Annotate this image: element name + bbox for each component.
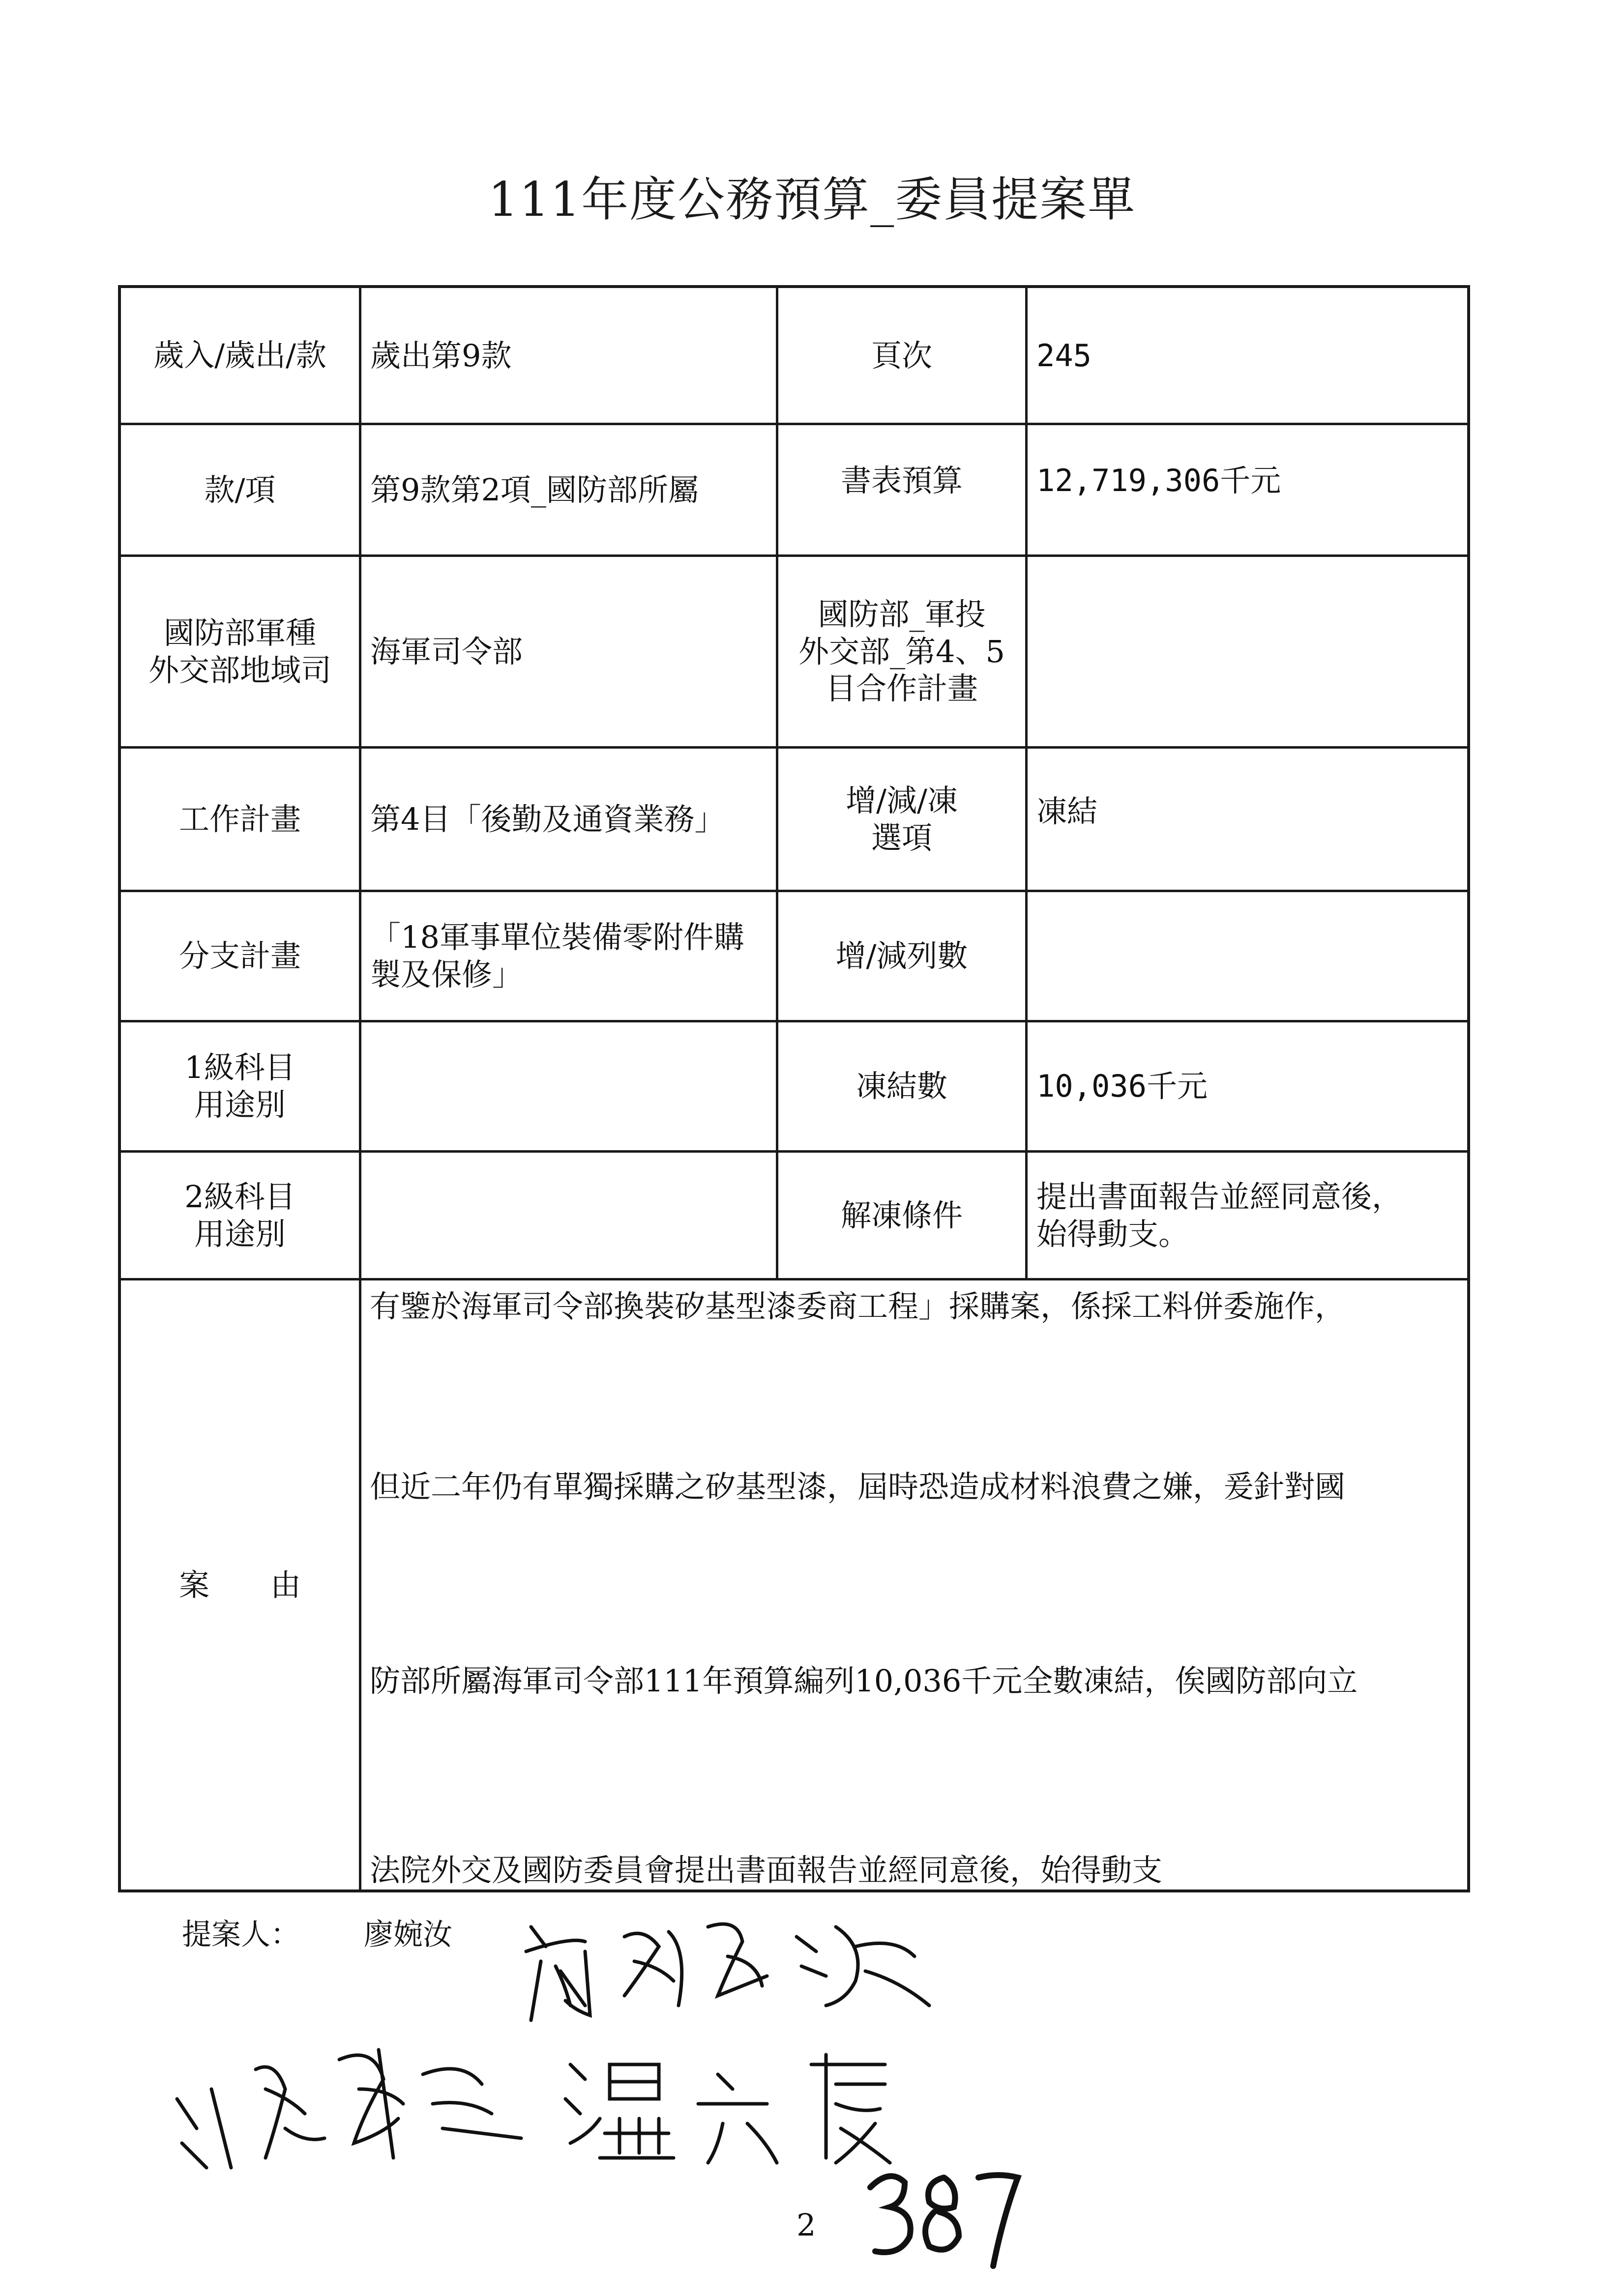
form-title: 111年度公務預算_委員提案單 (488, 172, 1136, 227)
label-option-line2: 選項 (871, 819, 932, 856)
signature-3 (561, 2045, 915, 2173)
value-frozen-amount: 10,036千元 (1036, 1068, 1208, 1104)
label-budget: 書表預算 (840, 463, 963, 498)
label-plan-line1: 國防部_軍投 (818, 596, 986, 633)
label-branch-plan: 分支計畫 (178, 938, 301, 974)
label-plan-line3: 目合作計畫 (825, 670, 978, 707)
value-budget: 12,719,306千元 (1036, 463, 1281, 498)
label-level2-line1: 2級科目 (184, 1178, 295, 1215)
label-level2-line2: 用途別 (194, 1216, 286, 1252)
value-change-amount (1028, 892, 1467, 1020)
value-income-expense: 歲出第9款 (370, 338, 512, 374)
reason-line-3: 防部所屬海軍司令部111年預算編列10,036千元全數凍結，俟國防部向立 (370, 1663, 1358, 1699)
proposer-name: 廖婉汝 (364, 1918, 452, 1952)
reason-line-1: 有鑒於海軍司令部換裝矽基型漆委商工程」採購案，係採工料併委施作， (370, 1288, 1346, 1324)
label-frozen-amount: 凍結數 (856, 1068, 947, 1104)
value-option: 凍結 (1036, 793, 1098, 829)
value-unfreeze-line1: 提出書面報告並經同意後， (1036, 1178, 1403, 1215)
value-level2-subject (361, 1153, 776, 1278)
label-work-plan: 工作計畫 (178, 801, 301, 837)
label-plan-line2: 外交部_第4、5 (798, 633, 1005, 669)
label-level2-subject (121, 1153, 359, 1278)
value-level1-subject (361, 1022, 776, 1150)
label-page: 頁次 (871, 338, 932, 374)
label-level1-subject (121, 1022, 359, 1150)
value-section-item: 第9款第2項_國防部所屬 (370, 471, 699, 508)
value-branch-plan-line2: 製及保修」 (370, 957, 523, 992)
label-unfreeze-condition: 解凍條件 (840, 1197, 963, 1233)
proposer-label: 提案人： (182, 1918, 300, 1952)
value-page: 245 (1036, 338, 1092, 374)
value-plan (1028, 557, 1467, 746)
label-level1-line1: 1級科目 (184, 1049, 295, 1086)
value-branch-plan (361, 892, 776, 1020)
reason-line-4: 法院外交及國防委員會提出書面報告並經同意後，始得動支 (370, 1852, 1163, 1888)
table-border-bottom (118, 1889, 1470, 1892)
value-branch-plan-line1: 「18軍事單位裝備零附件購 (370, 919, 744, 956)
reason-line-2: 但近二年仍有單獨採購之矽基型漆，屆時恐造成材料浪費之嫌，爰針對國 (370, 1469, 1346, 1505)
table-border-right (1467, 285, 1470, 1892)
label-agency (121, 557, 359, 746)
label-agency-line2: 外交部地域司 (148, 652, 331, 688)
label-reason: 案 由 (178, 1567, 301, 1603)
label-plan (778, 557, 1025, 746)
value-unfreeze-condition (1028, 1153, 1467, 1278)
signature-2 (167, 2030, 541, 2178)
label-agency-line1: 國防部軍種 (163, 614, 316, 651)
handwritten-number (860, 2158, 1028, 2271)
page-number: 2 (797, 2207, 816, 2243)
label-option (778, 749, 1025, 890)
value-agency: 海軍司令部 (370, 633, 523, 669)
signature-1 (511, 1907, 944, 2025)
label-option-line1: 增/減/凍 (846, 782, 958, 818)
label-level1-line2: 用途別 (194, 1087, 286, 1123)
value-unfreeze-line2: 始得動支。 (1036, 1216, 1189, 1252)
label-change-amount: 增/減列數 (835, 938, 968, 974)
label-section-item: 款/項 (204, 471, 276, 508)
label-income-expense: 歲入/歲出/款 (153, 337, 326, 374)
value-work-plan: 第4目「後勤及通資業務」 (370, 801, 725, 837)
